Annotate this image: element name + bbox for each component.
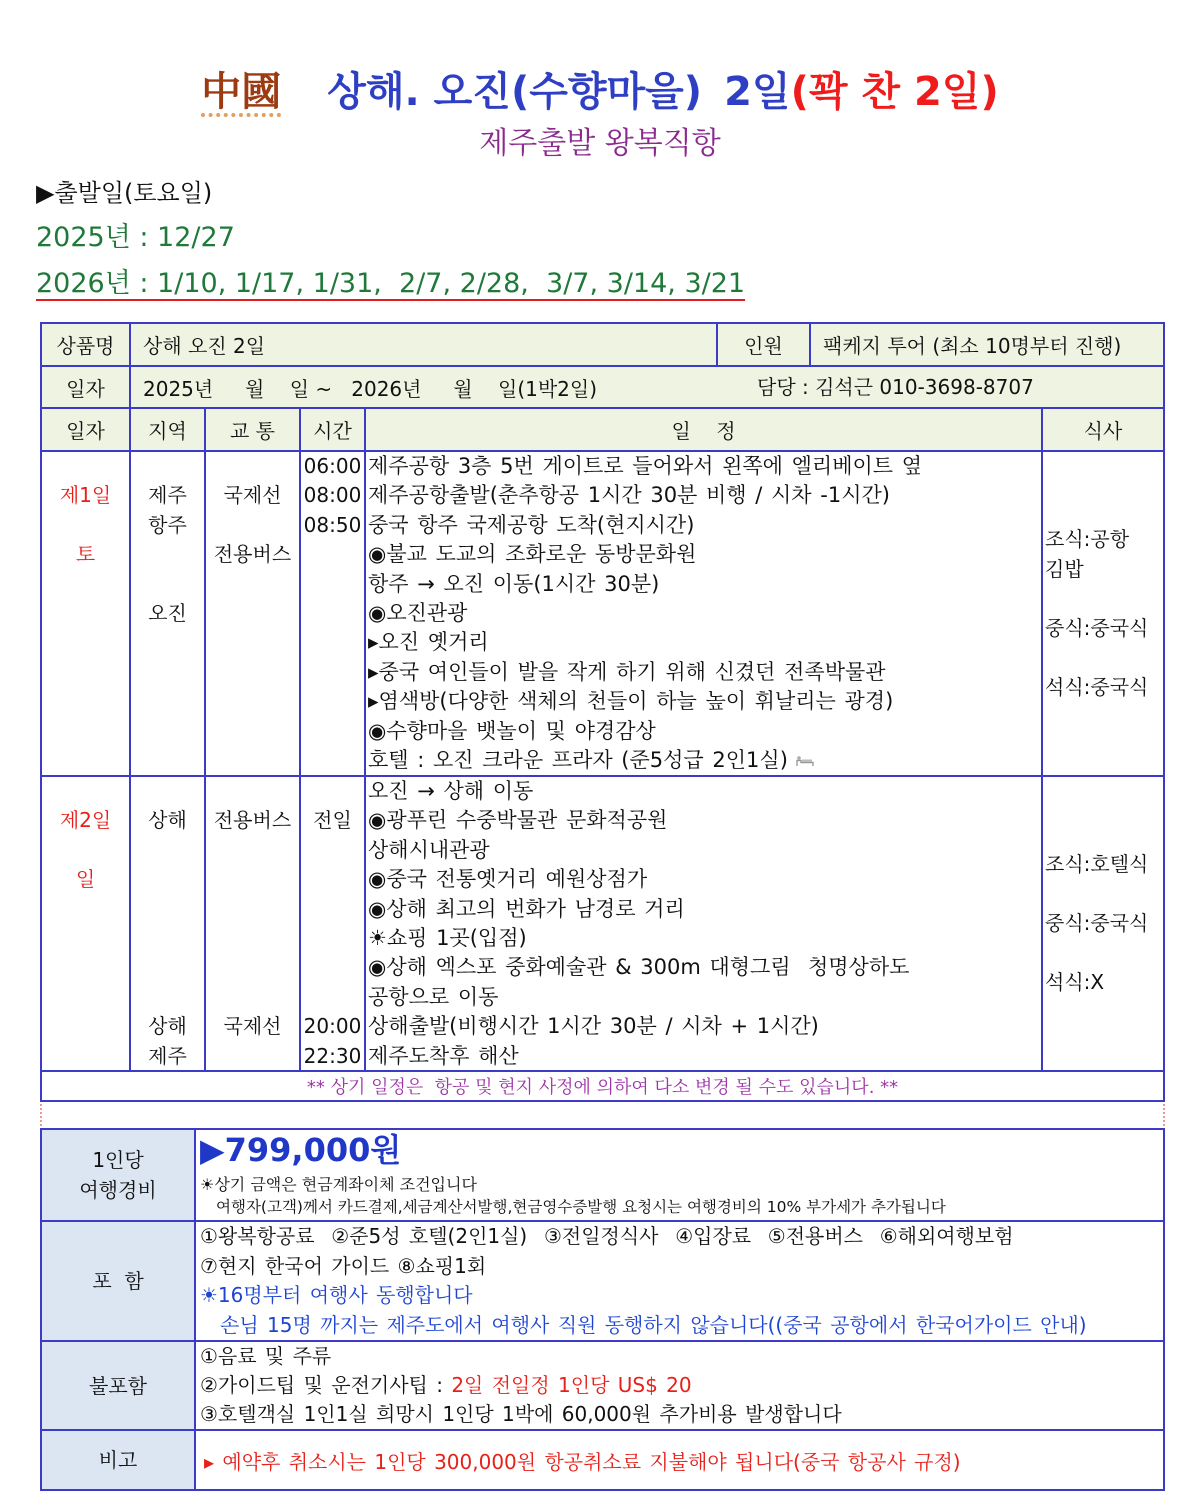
day2-itinerary-cell <box>366 777 1041 1070</box>
itinerary-line: ☀쇼핑 1곳(입점) <box>368 926 527 950</box>
day1-region-cell <box>131 452 204 775</box>
itinerary-line: 항주 → 오진 이동(1시간 30분) <box>368 571 660 596</box>
meal-breakfast: 조식:공항 <box>1045 527 1130 551</box>
included-label: 포 함 <box>42 1222 194 1340</box>
itinerary-line: 제주도착후 해산 <box>368 1043 519 1068</box>
date-value: 2025년 월 일 ~ 2026년 월 일(1박2일) <box>143 376 598 401</box>
departure-heading: ▶출발일(토요일) <box>36 179 213 207</box>
date-label: 일자 <box>42 367 129 407</box>
price-label-line1: 1인당 <box>92 1148 144 1172</box>
time: 06:00 <box>303 454 362 478</box>
spacer <box>1043 584 1163 614</box>
meal-dinner: 석식:X <box>1045 969 1105 994</box>
date-cell <box>131 367 1163 407</box>
itinerary-table <box>40 322 1165 1102</box>
day2-transport-cell <box>206 777 299 1070</box>
itinerary-line: 제주공항출발(춘추항공 1시간 30분 비행 / 시차 -1시간) <box>368 483 890 508</box>
schedule-note-row <box>42 1072 1163 1100</box>
schedule-change-note: ** 상기 일정은 항공 및 현지 사정에 의하여 다소 변경 될 수도 있습니다. ** <box>42 1072 1163 1100</box>
itinerary-line: 상해출발(비행시간 1시간 30분 / 시차 + 1시간) <box>368 1014 819 1039</box>
day2-label: 제2일 <box>59 808 112 833</box>
included-body <box>196 1222 1163 1340</box>
excluded-row <box>42 1342 1163 1429</box>
day1-meal-cell <box>1043 452 1163 775</box>
day2-meal-cell <box>1043 777 1163 1070</box>
day1-weekday: 토 <box>75 542 96 567</box>
day2-region-cell <box>131 777 204 1070</box>
day1-transport-cell <box>206 452 299 775</box>
header-plan: 일 정 <box>366 409 1041 450</box>
page-title <box>0 64 1200 120</box>
time: 22:30 <box>303 1043 362 1068</box>
time: 전일 <box>313 808 352 833</box>
meal-lunch: 중식:중국식 <box>1045 910 1149 935</box>
region: 제주 <box>148 1043 187 1068</box>
contact-info: 담당 : 김석근 010-3698-8707 <box>757 375 1034 399</box>
price-amount: ▶799,000원 <box>200 1131 402 1169</box>
excluded-item: ③호텔객실 1인1실 희망시 1인당 1박에 60,000원 추가비용 발생합니다 <box>200 1402 842 1426</box>
departure-dates-2026: 2026년 : 1/10, 1/17, 1/31, 2/7, 2/28, 3/7, 3/14, 3/21 <box>36 268 746 299</box>
itinerary-line: ▸중국 여인들이 발을 작게 하기 위해 신겼던 전족박물관 <box>368 659 886 684</box>
price-cash-note: ☀상기 금액은 현금계좌이체 조건입니다 <box>200 1175 477 1194</box>
date-row <box>42 367 1163 407</box>
included-item: ①왕복항공료 ②준5성 호텔(2인1실) ③전일정식사 ④입장료 ⑤전용버스 ⑥해외여행보험 <box>200 1224 1014 1248</box>
region: 항주 <box>148 512 187 537</box>
schedule-header-row <box>42 409 1163 450</box>
excluded-body <box>196 1342 1163 1429</box>
day1-time-cell <box>301 452 364 775</box>
itinerary-line: ◉수향마을 뱃놀이 및 야경감상 <box>368 718 656 743</box>
page-margin-marker <box>40 1104 42 1126</box>
price-tax-note: 여행자(고객)께서 카드결제,세금계산서발행,현금영수증발행 요청시는 여행경비의 10% 부가세가 추가됩니다 <box>216 1198 946 1216</box>
header-region: 지역 <box>131 409 204 450</box>
hotel-icon <box>796 746 814 775</box>
itinerary-line-hotel <box>366 746 1041 775</box>
itinerary-line: ◉중국 전통옛거리 예원상점가 <box>368 867 648 892</box>
day1-label-cell <box>42 452 129 775</box>
itinerary-line: 오진 → 상해 이동 <box>368 779 534 803</box>
cancellation-policy: ▸ 예약후 취소시는 1인당 300,000원 항공취소료 지불해야 됩니다(중국 항공사 규정) <box>204 1449 961 1474</box>
region: 상해 <box>148 1014 187 1039</box>
day2-row <box>42 777 1163 1070</box>
spacer <box>1043 938 1163 968</box>
title-country: 中國 <box>201 69 282 115</box>
meal-dinner: 석식:중국식 <box>1045 674 1149 699</box>
product-value: 상해 오진 2일 <box>131 324 716 365</box>
excluded-item-tips <box>200 1371 1163 1400</box>
departure-dates-2025: 2025년 : 12/27 <box>36 222 235 253</box>
tips-amount: 2일 전일정 1인당 US$ 20 <box>451 1373 692 1397</box>
meal-breakfast-detail: 김밥 <box>1045 556 1084 581</box>
transport: 전용버스 <box>213 542 292 567</box>
transport: 국제선 <box>223 1014 282 1039</box>
itinerary-line: ◉상해 최고의 번화가 남경로 거리 <box>368 896 685 921</box>
remarks-row <box>42 1431 1163 1489</box>
transport: 전용버스 <box>213 808 292 833</box>
title-destination: 상해. 오진(수향마을) <box>327 69 703 115</box>
itinerary-line: 중국 항주 국제공항 도착(현지시간) <box>368 512 695 537</box>
price-body <box>196 1130 1163 1220</box>
time: 20:00 <box>303 1014 362 1039</box>
day1-row <box>42 452 1163 775</box>
hotel-text: 호텔 : 오진 크라운 프라자 (준5성급 2인1실) <box>368 748 788 772</box>
people-label: 인원 <box>718 324 809 365</box>
escort-note: 손님 15명 까지는 제주도에서 여행사 직원 동행하지 않습니다((중국 공항에서 한국어가이드 안내) <box>220 1312 1087 1337</box>
time: 08:00 <box>303 483 362 508</box>
meal-lunch: 중식:중국식 <box>1045 615 1149 640</box>
itinerary-line: ▸염색방(다양한 색체의 천들이 하늘 높이 휘날리는 광경) <box>368 689 894 714</box>
product-label: 상품명 <box>42 324 129 365</box>
itinerary-line: ◉불교 도교의 조화로운 동방문화원 <box>368 542 697 567</box>
excluded-item: ①음료 및 주류 <box>200 1344 332 1368</box>
day1-label: 제1일 <box>59 483 112 508</box>
itinerary-line: ◉광푸린 수중박물관 문화적공원 <box>368 808 668 833</box>
spacer <box>1043 643 1163 673</box>
itinerary-line: ◉상해 엑스포 중화예술관 & 300m 대형그림 청명상하도 <box>368 955 910 980</box>
included-item: ⑦현지 한국어 가이드 ⑧쇼핑1회 <box>200 1253 487 1278</box>
header-date: 일자 <box>42 409 129 450</box>
day2-weekday: 일 <box>75 867 96 892</box>
region: 오진 <box>148 601 187 625</box>
included-row <box>42 1222 1163 1340</box>
cost-table <box>40 1128 1165 1491</box>
escort-note: ☀16명부터 여행사 동행합니다 <box>200 1283 473 1307</box>
price-row <box>42 1130 1163 1220</box>
remarks-label: 비고 <box>42 1431 194 1489</box>
tips-text: ②가이드팁 및 운전기사팁 : <box>200 1373 452 1397</box>
page-subtitle: 제주출발 왕복직항 <box>479 126 721 161</box>
itinerary-line: 제주공항 3층 5번 게이트로 들어와서 왼쪽에 엘리베이트 옆 <box>368 454 923 478</box>
page-margin-marker <box>1163 1104 1165 1126</box>
excluded-label: 불포함 <box>42 1342 194 1429</box>
transport: 국제선 <box>223 483 282 508</box>
price-label <box>42 1130 194 1220</box>
meal-breakfast: 조식:호텔식 <box>1045 851 1149 876</box>
header-time: 시간 <box>301 409 364 450</box>
people-value: 팩케지 투어 (최소 10명부터 진행) <box>811 324 1163 365</box>
price-label-line2: 여행경비 <box>79 1178 157 1202</box>
time: 08:50 <box>303 512 362 537</box>
region: 상해 <box>148 808 187 833</box>
itinerary-line: 상해시내관광 <box>368 837 490 862</box>
header-meal: 식사 <box>1043 409 1163 450</box>
title-emphasis: (꽉 찬 2일) <box>790 69 999 115</box>
spacer <box>1043 879 1163 909</box>
day1-itinerary-cell <box>366 452 1041 775</box>
itinerary-line: ◉오진관광 <box>368 601 468 625</box>
day2-time-cell <box>301 777 364 1070</box>
itinerary-line: ▸오진 옛거리 <box>368 630 489 655</box>
title-duration: 2일 <box>724 69 791 115</box>
header-transport: 교 통 <box>206 409 299 450</box>
itinerary-line: 공항으로 이동 <box>368 984 499 1009</box>
remarks-body <box>196 1431 1163 1489</box>
day2-label-cell <box>42 777 129 1070</box>
region: 제주 <box>148 483 187 508</box>
product-row <box>42 324 1163 365</box>
